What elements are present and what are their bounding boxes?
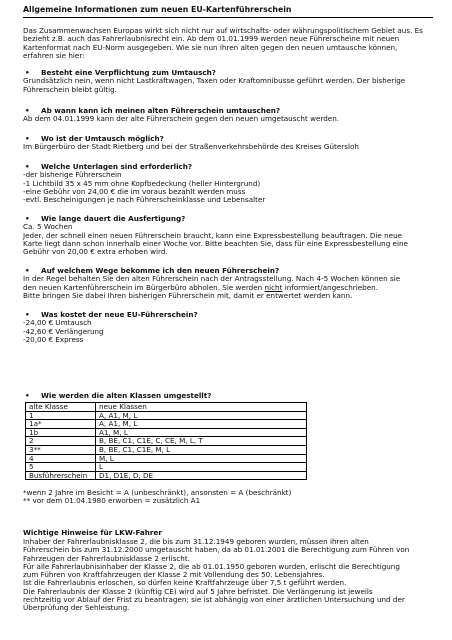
table-cell: 4 [26,454,96,463]
faq-question: • Ab wann kann ich meinen alten Führerschein umtauschen? [25,106,281,115]
bullet-icon: • [25,106,30,115]
faq-answer-line: -24,00 € Umtausch [23,318,92,328]
faq-answer-line: den neuen Kartenführerschein im Bürgerbüro abholen. Sie werden nicht informiert/angeschrieben. [23,282,379,292]
faq-section-kosten [23,311,438,344]
table-row [26,454,307,463]
faq-question: • Auf welchem Wege bekomme ich den neuen Führerschein? [25,266,280,275]
faq-answer-line: -der bisherige Führerschein [23,170,122,180]
table-cell: A1, M, L [96,428,307,437]
faq-answer-line: -1 Lichtbild 35 x 45 mm ohne Kopfbedeckung (heller Hintergrund) [23,178,261,188]
table-cell: 5 [26,463,96,472]
bullet-icon: • [25,214,30,223]
table-cell: 3** [26,445,96,454]
faq-answer-line: -evtl. Bescheinigungen je nach Führerscheinklasse und Lebensalter [23,195,266,205]
table-row [26,463,307,472]
table-cell: Busführerschein [26,471,96,480]
intro-line: Kartenformat nach EU-Norm ausgegeben. Wie sie nun ihren alten gegen den neuen umtausche können, [23,42,398,52]
faq-answer-line: Bitte bringen Sie dabei Ihren bisherigen Führerschein mit, damit er entwertet werden kann. [23,290,353,300]
table-cell: 1 [26,411,96,420]
faq-answer-line: Ca. 5 Wochen [23,222,73,232]
lkw-line: Führerschein bis zum 31.12.2000 umgetauscht haben, da ab 01.01.2001 die Berechtigung zum Führen von [23,545,410,555]
intro-line: Das Zusammenwachsen Europas wirkt sich nicht nur auf wirtschafts- oder währungspolitischem Gebiet aus. Es [23,26,423,35]
lkw-line: Inhaber der Fahrerlaubnisklasse 2, die bis zum 31.12.1949 geboren wurden, müssen ihren alten [23,537,369,546]
faq-section-klassen [23,392,438,400]
faq-answer-line: In der Regel behalten Sie den alten Führerschein nach der Antragsstellung. Nach 4-5 Wochen können sie [23,274,401,284]
bullet-icon: • [25,266,30,275]
footnote: *wenn 2 Jahre im Besicht = A (unbeschränkt), ansonsten = A (beschränkt) [23,488,292,497]
bullet-icon: • [25,162,30,171]
faq-section-umtausch-pflicht [23,69,438,94]
faq-answer-line: Jeder, der schnell einen neuen Führerschein braucht, kann eine Expressbestellung beauftragen. Die neue [23,230,403,240]
table-cell: M, L [96,454,307,463]
faq-answer-line: Gebühr von 20,00 € extra erhoben wird. [23,247,168,257]
table-row [26,420,307,429]
document-title: Allgemeine Informationen zum neuen EU-Kartenführerschein [23,6,433,18]
table-cell: D1, D1E, D, DE [96,471,307,480]
faq-question: • Welche Unterlagen sind erforderlich? [25,162,193,171]
table-row [26,411,307,420]
faq-question: • Wie lange dauert die Ausfertigung? [25,214,186,223]
table-header-row [26,403,307,412]
table-cell: 1b [26,428,96,437]
table-cell: 2 [26,437,96,446]
lkw-line: Ist die Fahrerlaubnis erloschen, so dürfen keine Kraftfahrzeuge über 7,5 t geführt werden. [23,578,347,588]
lkw-line: Für alle Fahrerlaubnisinhaber der Klasse 2, die ab 01.01.1950 geboren wurden, erlischt die Berechtigung [23,561,400,571]
table-cell: A, A1, M, L [96,411,307,420]
table-cell: 1a* [26,420,96,429]
table-cell: B, BE, C1, C1E, C, CE, M, L, T [96,437,307,446]
table-row [26,445,307,454]
faq-section-zustellung [23,267,438,300]
lkw-line: rechtzeitig vor Ablauf der Frist zu beantragen; sie ist abhängig von einer ärztlichen Untersuchung und der [23,595,405,605]
bullet-icon: • [25,68,30,77]
faq-section-umtausch-ab-wann [23,107,438,124]
bullet-icon: • [25,134,30,143]
table-footnotes [23,489,433,506]
faq-question: • Besteht eine Verpflichtung zum Umtausch? [25,68,216,77]
faq-section-unterlagen [23,163,438,204]
faq-answer-line: -42,60 € Verlängerung [23,326,104,336]
lkw-paragraph [23,538,435,613]
lkw-heading: Wichtige Hinweise für LKW-Fahrer [23,528,162,537]
footnote: ** vor dem 01.04.1980 erworben = zusätzlich A1 [23,496,201,506]
faq-section-umtausch-ort [23,135,438,152]
faq-answer-line: Grundsätzlich nein, wenn nicht Lastkraftwagen, Taxen oder Kraftomnibusse geführt werden. Der bisherige [23,76,406,86]
faq-answer-line: Führerschein bleibt gültig. [23,84,117,94]
faq-question: • Wie werden die alten Klassen umgestellt? [25,391,212,400]
lkw-line: Überprüfung der Sehleistung. [23,603,130,613]
faq-answer-line: -eine Gebühr von 24,00 € die im voraus bezahlt werden muss [23,186,246,196]
lkw-line: Die Fahrerlaubnis der Klasse 2 (künftig CE) wird auf 5 Jahre befristet. Die Verlängerung ist jeweils [23,586,373,596]
faq-answer-line: Im Bürgerbüro der Stadt Rietberg und bei der Straßenverkehrsbehörde des Kreises Gütersloh [23,142,359,152]
intro-paragraph [23,27,433,60]
table-header-cell: neue Klassen [96,403,307,412]
faq-answer-line: -20,00 € Express [23,334,84,344]
table-cell: L [96,463,307,472]
faq-section-ausfertigung [23,215,438,256]
table-header-cell: alte Klasse [26,403,96,412]
faq-question: • Wo ist der Umtausch möglich? [25,134,164,143]
underlined-word: nicht [264,282,283,292]
bullet-icon: • [25,310,30,319]
intro-line: bezieht z.B. auch das Fahrerlaubnisrecht ein. Ab dem 01.01.1999 werden neue Führerscheine mit neuen [23,34,400,44]
lkw-line: Fahrzeugen der Fahrerlaubnisklasse 2 erlischt. [23,553,190,563]
faq-answer-line: Karte liegt dann schon innerhalb einer Woche vor. Bitte beachten Sie, dass für eine Expressbestellung eine [23,238,408,248]
lkw-line: zum Führen von Kraftfahrzeugen der Klasse 2 mit Vollendung des 50. Lebensjahres. [23,570,325,580]
faq-answer-line: Ab dem 04.01.1999 kann der alte Führerschein gegen den neuen umgetauscht werden. [23,114,340,124]
table-cell: A, A1, M, L [96,420,307,429]
intro-line: erfahren sie hier: [23,50,85,60]
table-row [26,471,307,480]
bullet-icon: • [25,391,30,400]
classes-table [25,402,307,480]
table-cell: B, BE, C1, C1E, M, L [96,445,307,454]
faq-question: • Was kostet der neue EU-Führerschein? [25,310,198,319]
